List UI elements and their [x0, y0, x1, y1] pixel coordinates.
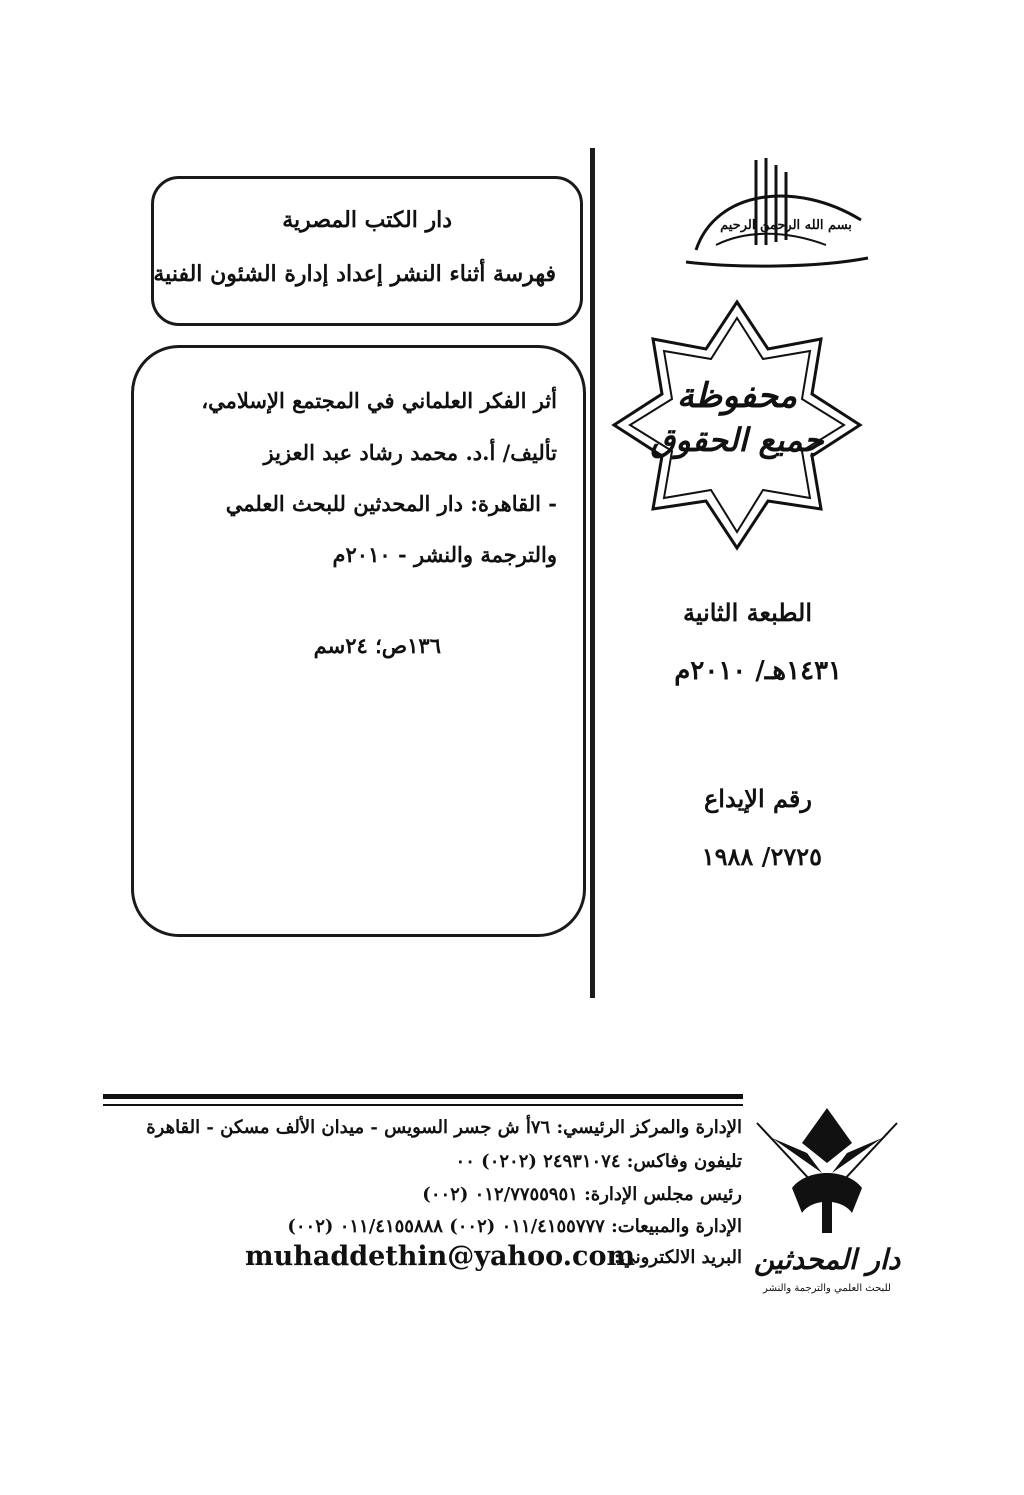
deposit-number: ٢٧٢٥/ ١٩٨٨ [701, 842, 822, 871]
footer-email[interactable]: muhaddethin@yahoo.com [245, 1241, 636, 1272]
edition-date: ١٤٣١هـ/ ٢٠١٠م [674, 656, 842, 686]
deposit-label: رقم الإيداع [703, 784, 812, 813]
catalog-line-2: فهرسة أثناء النشر إعداد إدارة الشئون الفنية [153, 261, 556, 287]
book-publisher-cont: والترجمة والنشر - ٢٠١٠م [332, 542, 557, 567]
rights-text-1: محفوظة [676, 376, 798, 416]
logo-tagline: للبحث العلمي والترجمة والنشر [763, 1283, 891, 1294]
footer-phone-fax: تليفون وفاكس: ٢٤٩٣١٠٧٤ (٠٢٠٢) ٠٠ [455, 1151, 742, 1172]
book-extent: ١٣٦ص؛ ٢٤سم [313, 633, 441, 658]
footer-rule-thick [103, 1094, 743, 1099]
footer-sales: الإدارة والمبيعات: ٠١١/٤١٥٥٧٧٧ (٠٠٢) ٠١١/٤١٥٥٨٨٨ (٠٠٢) [287, 1216, 742, 1237]
book-info-box [131, 345, 586, 937]
footer-rule-thin [103, 1104, 743, 1106]
rights-seal [608, 296, 866, 554]
book-publisher: - القاهرة: دار المحدثين للبحث العلمي [225, 491, 557, 516]
footer-email-label: البريد الالكتروني: [614, 1247, 742, 1268]
catalog-line-1: دار الكتب المصرية [282, 207, 452, 233]
vertical-divider [590, 148, 595, 998]
footer-chairman: رئيس مجلس الإدارة: ٠١٢/٧٧٥٥٩٥١ (٠٠٢) [422, 1184, 742, 1205]
rights-text-2: جميع الحقوق [650, 421, 824, 459]
footer-address: الإدارة والمركز الرئيسي: ٧٦أ ش جسر السويس - ميدان الألف مسكن - القاهرة [146, 1117, 742, 1138]
basmala-text: بسم الله الرحمن الرحيم [720, 218, 852, 233]
book-title: أثر الفكر العلماني في المجتمع الإسلامي، [201, 388, 557, 413]
publisher-logo [752, 1103, 902, 1303]
catalog-box [151, 176, 583, 326]
edition-label: الطبعة الثانية [682, 598, 812, 627]
logo-name: دار المحدثين [753, 1243, 901, 1276]
basmala-calligraphy [676, 150, 876, 285]
book-author: تأليف/ أ.د. محمد رشاد عبد العزيز [263, 440, 557, 465]
